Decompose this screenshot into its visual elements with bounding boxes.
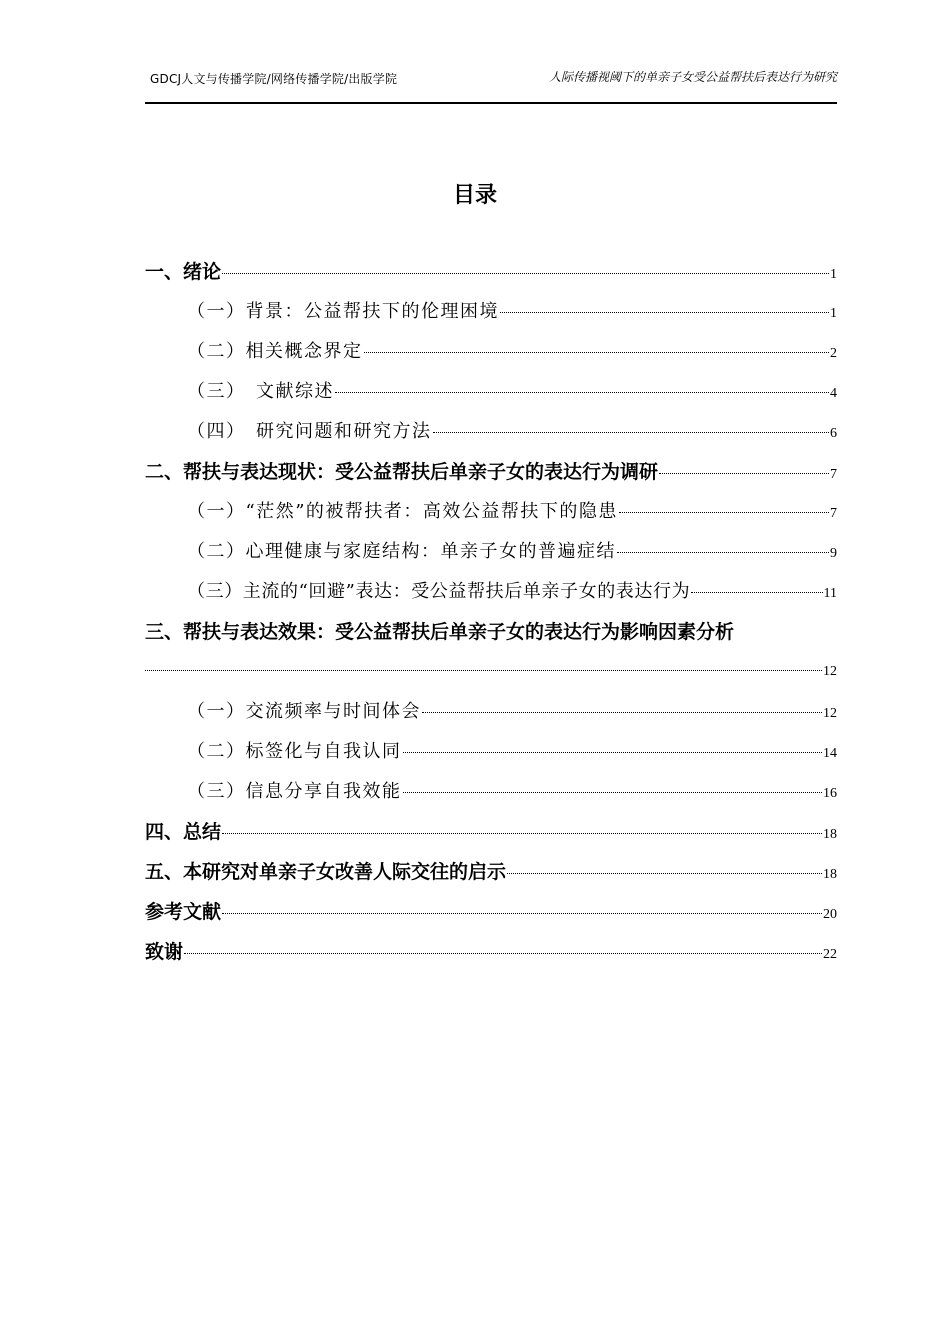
toc-entry-label: （二）标签化与自我认同 bbox=[187, 741, 402, 762]
toc-page-number: 18 bbox=[823, 827, 837, 842]
toc-dot-leader bbox=[403, 752, 823, 753]
toc-page-number: 12 bbox=[823, 664, 837, 679]
toc-entry-label: 一、绪论 bbox=[145, 261, 222, 283]
toc-entry[interactable] bbox=[145, 338, 837, 378]
toc-entry[interactable] bbox=[145, 378, 837, 418]
toc-entry[interactable] bbox=[145, 698, 837, 738]
toc-entry-label: 三、帮扶与表达效果：受公益帮扶后单亲子女的表达行为影响因素分析 bbox=[145, 621, 735, 643]
page-header bbox=[145, 66, 837, 104]
toc-entry[interactable] bbox=[145, 858, 837, 898]
toc-entry-label: （一）交流频率与时间体会 bbox=[187, 701, 421, 722]
toc-dot-leader bbox=[145, 670, 822, 671]
toc-entry-label: （二）相关概念界定 bbox=[187, 341, 363, 362]
toc-entry[interactable] bbox=[145, 538, 837, 578]
toc-entry-label: （一）“茫然”的被帮扶者：高效公益帮扶下的隐患 bbox=[187, 501, 618, 522]
toc-entry[interactable] bbox=[145, 938, 837, 978]
toc-entry-label: 五、本研究对单亲子女改善人际交往的启示 bbox=[145, 861, 507, 883]
toc-page-number: 4 bbox=[830, 386, 837, 401]
toc-dot-leader bbox=[619, 512, 829, 513]
toc-page-number: 12 bbox=[823, 706, 837, 721]
toc-entry[interactable] bbox=[145, 898, 837, 938]
toc-entry[interactable] bbox=[145, 458, 837, 498]
toc-entry-label: 致谢 bbox=[145, 941, 184, 963]
toc-dot-leader bbox=[691, 592, 822, 593]
toc-dot-leader bbox=[222, 913, 822, 914]
toc-entry[interactable] bbox=[145, 418, 837, 458]
toc-dot-leader bbox=[659, 473, 829, 474]
toc-entry-label: （三）信息分享自我效能 bbox=[187, 781, 402, 802]
toc-entry[interactable] bbox=[145, 818, 837, 858]
toc-entry-label: （一）背景：公益帮扶下的伦理困境 bbox=[187, 301, 499, 322]
toc-page-number: 7 bbox=[830, 467, 837, 482]
toc-page-number: 2 bbox=[830, 346, 837, 361]
toc-dot-leader bbox=[335, 392, 829, 393]
toc-entry[interactable] bbox=[145, 778, 837, 818]
toc-page-number: 1 bbox=[830, 267, 837, 282]
toc-dot-leader bbox=[403, 792, 823, 793]
toc-entry[interactable] bbox=[145, 498, 837, 538]
toc-dot-leader bbox=[433, 432, 830, 433]
toc-page-number: 16 bbox=[823, 786, 837, 801]
toc-entry[interactable] bbox=[145, 258, 837, 298]
toc-dot-leader bbox=[184, 953, 822, 954]
header-right-text: 人际传播视阈下的单亲子女受公益帮扶后表达行为研究 bbox=[548, 70, 837, 84]
toc-dot-leader bbox=[500, 312, 829, 313]
toc-dot-leader bbox=[222, 273, 829, 274]
toc-entry-label: 参考文献 bbox=[145, 901, 222, 923]
toc-page-number: 11 bbox=[823, 586, 837, 601]
toc-page-number: 22 bbox=[823, 947, 837, 962]
toc-entry-label: 四、总结 bbox=[145, 821, 222, 843]
header-left-text: GDCJ人文与传播学院/网络传播学院/出版学院 bbox=[150, 72, 398, 86]
toc-dot-leader bbox=[222, 833, 822, 834]
toc-page-number: 6 bbox=[830, 426, 837, 441]
toc-dot-leader bbox=[507, 873, 822, 874]
toc-dot-leader bbox=[422, 712, 822, 713]
toc-page-number: 7 bbox=[830, 506, 837, 521]
toc-page-number: 14 bbox=[823, 746, 837, 761]
page-title: 目录 bbox=[452, 183, 497, 208]
toc-page-number: 20 bbox=[823, 907, 837, 922]
toc-page-number: 1 bbox=[830, 306, 837, 321]
toc-entry[interactable] bbox=[145, 618, 837, 698]
toc-page-number: 9 bbox=[830, 546, 837, 561]
toc-entry-label: （四） 研究问题和研究方法 bbox=[187, 421, 432, 442]
toc-entry-label: （三）主流的“回避”表达：受公益帮扶后单亲子女的表达行为 bbox=[187, 581, 691, 602]
toc-dot-leader bbox=[617, 552, 829, 553]
toc-page-number: 18 bbox=[823, 867, 837, 882]
toc-entry-label: （三） 文献综述 bbox=[187, 381, 334, 402]
toc-entry[interactable] bbox=[145, 738, 837, 778]
toc-entry[interactable] bbox=[145, 578, 837, 618]
toc-dot-leader bbox=[364, 352, 830, 353]
table-of-contents bbox=[145, 258, 837, 978]
toc-entry[interactable] bbox=[145, 298, 837, 338]
toc-entry-label: 二、帮扶与表达现状：受公益帮扶后单亲子女的表达行为调研 bbox=[145, 461, 659, 483]
toc-entry-label: （二）心理健康与家庭结构：单亲子女的普遍症结 bbox=[187, 541, 616, 562]
